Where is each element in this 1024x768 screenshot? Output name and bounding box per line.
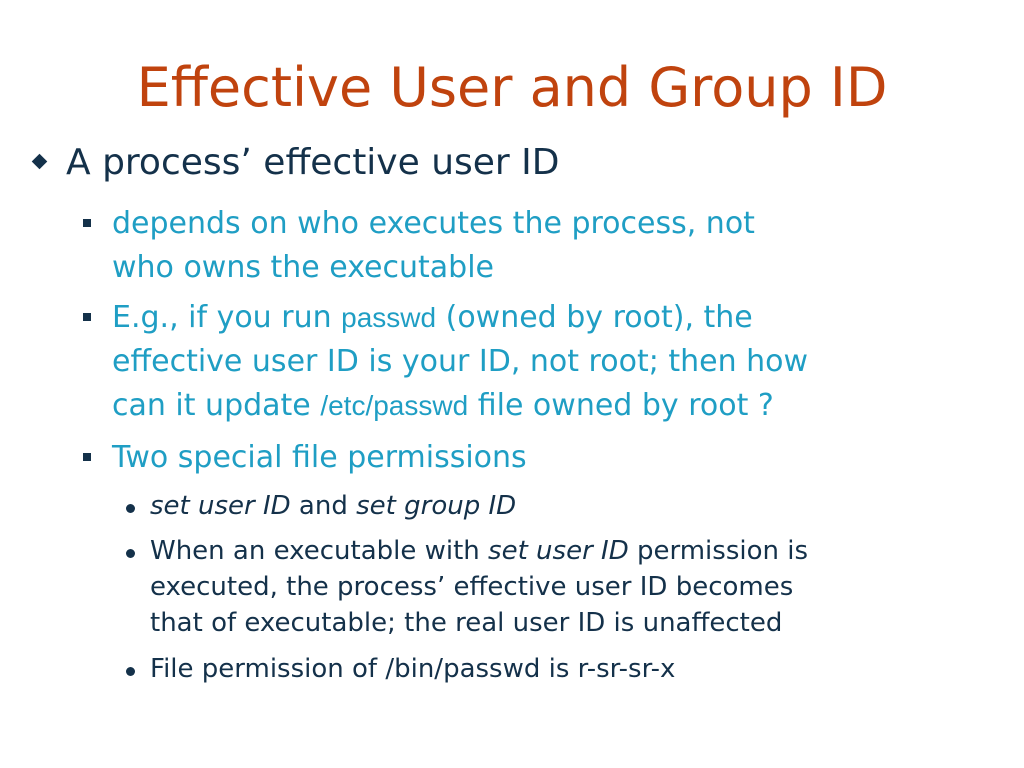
subbullet-setid-text xyxy=(150,488,994,524)
subbullet-when-line1 xyxy=(150,533,994,569)
when-text-a: When an executable with xyxy=(150,536,489,566)
bullet-depends xyxy=(80,202,990,290)
bullet-example xyxy=(80,296,990,428)
square-bullet-icon xyxy=(83,313,91,321)
diamond-bullet-icon xyxy=(32,154,48,170)
example-text-c: can it update xyxy=(112,388,321,423)
slide-title: Effective User and Group ID xyxy=(136,56,888,119)
etc-passwd-path: /etc/passwd xyxy=(320,390,469,421)
bullet-example-line3 xyxy=(112,384,990,428)
setuid-term: set user ID xyxy=(150,491,291,521)
bullet-depends-line1: depends on who executes the process, not xyxy=(112,206,755,241)
subbullet-file-permission xyxy=(124,651,994,687)
setuid-term-2: set user ID xyxy=(488,536,629,566)
and-text: and xyxy=(290,491,357,521)
subbullet-when-executable xyxy=(124,533,994,641)
dot-bullet-icon xyxy=(126,667,135,676)
square-bullet-icon xyxy=(83,453,91,461)
dot-bullet-icon xyxy=(126,504,135,513)
subbullet-setid xyxy=(124,488,994,524)
dot-bullet-icon xyxy=(126,549,135,558)
subbullet-file-permission-text: File permission of /bin/passwd is r-sr-sr-x xyxy=(150,654,676,684)
bullet-level1-text: A process’ effective user ID xyxy=(66,142,560,183)
square-bullet-icon xyxy=(83,219,91,227)
bullet-example-line1 xyxy=(112,296,990,340)
bullet-example-line2: effective user ID is your ID, not root; then how xyxy=(112,344,809,379)
bullet-depends-line2: who owns the executable xyxy=(112,250,494,285)
example-text-d: file owned by root ? xyxy=(468,388,774,423)
example-text-a: E.g., if you run xyxy=(112,300,342,335)
bullet-special-permissions-text: Two special file permissions xyxy=(112,440,527,475)
example-text-b: (owned by root), the xyxy=(436,300,753,335)
when-text-b: permission is xyxy=(628,536,809,566)
setgid-term: set group ID xyxy=(356,491,517,521)
bullet-special-permissions xyxy=(80,436,990,480)
subbullet-when-line3: that of executable; the real user ID is unaffected xyxy=(150,608,783,638)
subbullet-when-line2: executed, the process’ effective user ID becomes xyxy=(150,572,794,602)
passwd-command: passwd xyxy=(341,302,437,333)
